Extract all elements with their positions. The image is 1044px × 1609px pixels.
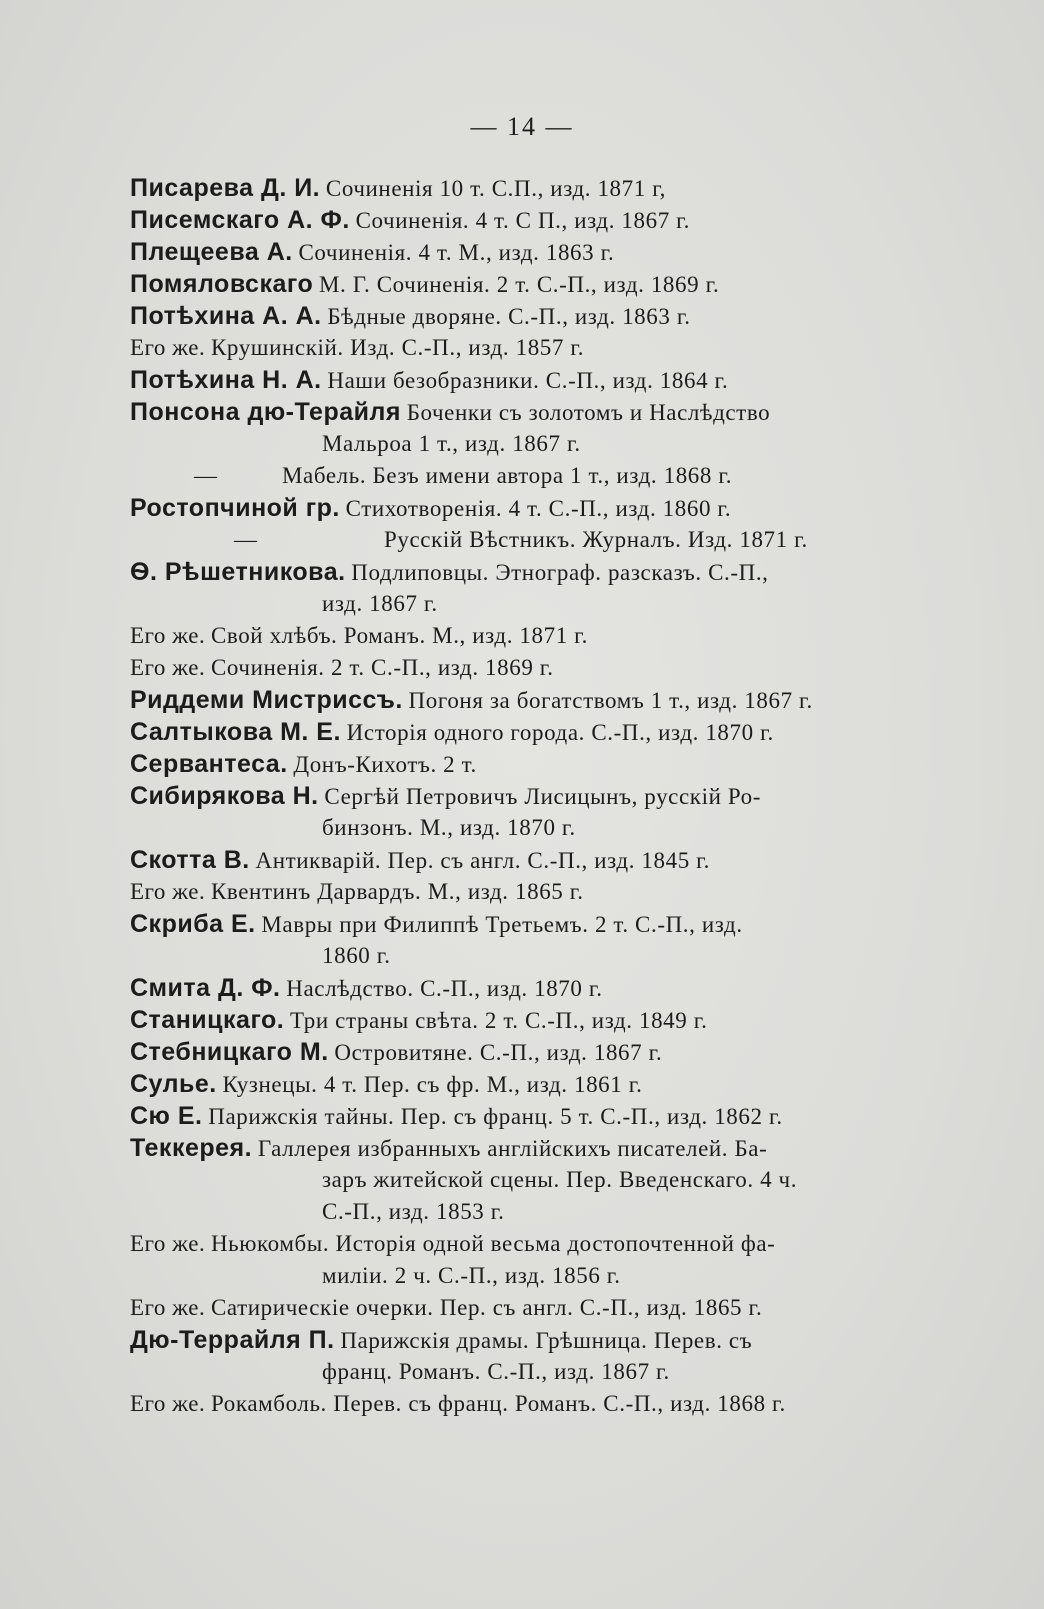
- entry-author: Писемскаго А. Ф.: [130, 206, 350, 234]
- entry-text: Крушинскій. Изд. С.-П., изд. 1857 г.: [210, 335, 585, 360]
- entry-prefix: Его же.: [130, 335, 206, 360]
- entry-text: Сочиненія. 2 т. С.-П., изд. 1869 г.: [210, 655, 554, 680]
- catalog-entry: [130, 1388, 916, 1420]
- entry-text: Кузнецы. 4 т. Пер. съ фр. М., изд. 1861 г.: [222, 1072, 643, 1097]
- catalog-list: [130, 172, 916, 1420]
- entry-continuation: бинзонъ. М., изд. 1870 г.: [322, 815, 576, 840]
- entry-text: Сочиненія. 4 т. С П., изд. 1867 г.: [355, 208, 690, 233]
- catalog-entry: [130, 332, 916, 364]
- catalog-entry: [130, 1228, 916, 1292]
- entry-author: Дю-Террайля П.: [130, 1326, 335, 1354]
- catalog-entry: [130, 1004, 916, 1036]
- entry-continuation: заръ житейской сцены. Пер. Введенскаго. 4 ч.: [322, 1167, 798, 1192]
- entry-author: Салтыкова М. Е.: [130, 718, 341, 746]
- entry-author: Помяловскаго: [130, 270, 314, 298]
- entry-text: Парижскія тайны. Пер. съ франц. 5 т. С.-П., изд. 1862 г.: [208, 1104, 783, 1129]
- catalog-entry: [130, 972, 916, 1004]
- catalog-entry: [130, 1036, 916, 1068]
- catalog-entry: [130, 204, 916, 236]
- catalog-entry: [130, 236, 916, 268]
- entry-continuation: франц. Романъ. С.-П., изд. 1867 г.: [322, 1359, 670, 1384]
- entry-author: Скотта В.: [130, 846, 250, 874]
- entry-author: Сю Е.: [130, 1102, 203, 1130]
- entry-author: Скриба Е.: [130, 910, 256, 938]
- catalog-entry: [130, 1292, 916, 1324]
- entry-text: Донъ-Кихотъ. 2 т.: [293, 752, 477, 777]
- catalog-entry: [130, 652, 916, 684]
- entry-author: Сибирякова Н.: [130, 782, 319, 810]
- catalog-entry: [130, 268, 916, 300]
- catalog-entry: [130, 1324, 916, 1388]
- catalog-entry: [130, 300, 916, 332]
- entry-text: Сочиненія 10 т. С.П., изд. 1871 г,: [325, 176, 666, 201]
- entry-author: Станицкаго.: [130, 1006, 285, 1034]
- entry-text: Сочиненія. 4 т. М., изд. 1863 г.: [298, 240, 615, 265]
- entry-author: Ростопчиной гр.: [130, 494, 340, 522]
- catalog-entry: [130, 1100, 916, 1132]
- entry-text: Сергѣй Петровичъ Лисицынъ, русскій Ро-: [324, 784, 762, 809]
- entry-text: Боченки съ золотомъ и Наслѣдство: [406, 400, 771, 425]
- entry-text: Стихотворенія. 4 т. С.-П., изд. 1860 г.: [345, 496, 732, 521]
- entry-author: Ѳ. Рѣшетникова.: [130, 558, 346, 586]
- entry-text: Рокамболь. Перев. съ франц. Романъ. С.-П., изд. 1868 г.: [210, 1391, 786, 1416]
- entry-text: Исторія одного города. С.-П., изд. 1870 г.: [346, 720, 774, 745]
- entry-prefix: Его же.: [130, 623, 206, 648]
- entry-text: Погоня за богатствомъ 1 т., изд. 1867 г.: [408, 688, 813, 713]
- entry-prefix: Его же.: [130, 655, 206, 680]
- page-number: — 14 —: [470, 112, 574, 141]
- catalog-entry: [130, 1068, 916, 1100]
- entry-author: Смита Д. Ф.: [130, 974, 281, 1002]
- entry-continuation: Мальроа 1 т., изд. 1867 г.: [322, 431, 581, 456]
- entry-text: Подлиповцы. Этнограф. разсказъ. С.-П.,: [351, 560, 769, 585]
- entry-text: Бѣдные дворяне. С.-П., изд. 1863 г.: [327, 304, 691, 329]
- catalog-entry: [130, 172, 916, 204]
- entry-text: Русскій Вѣстникъ. Журналъ. Изд. 1871 г.: [384, 527, 808, 552]
- entry-author: Потѣхина А. А.: [130, 302, 322, 330]
- entry-text: Наслѣдство. С.-П., изд. 1870 г.: [286, 976, 603, 1001]
- catalog-entry: [130, 780, 916, 844]
- entry-text: Сатирическіе очерки. Пер. съ англ. С.-П., изд. 1865 г.: [210, 1295, 763, 1320]
- catalog-entry: [130, 748, 916, 780]
- entry-text: Ньюкомбы. Исторія одной весьма достопочтенной фа-: [210, 1231, 776, 1256]
- catalog-entry: [130, 460, 916, 492]
- catalog-entry: [130, 396, 916, 460]
- catalog-entry: [130, 620, 916, 652]
- entry-author: Сервантеса.: [130, 750, 288, 778]
- catalog-entry: [130, 492, 916, 524]
- catalog-entry: [130, 524, 916, 556]
- entry-continuation: С.-П., изд. 1853 г.: [322, 1199, 505, 1224]
- entry-author: Стебницкаго М.: [130, 1038, 329, 1066]
- catalog-entry: [130, 1132, 916, 1228]
- entry-author: Писарева Д. И.: [130, 174, 321, 202]
- catalog-entry: [130, 364, 916, 396]
- entry-prefix: Его же.: [130, 879, 206, 904]
- catalog-entry: [130, 844, 916, 876]
- entry-text: М. Г. Сочиненія. 2 т. С.-П., изд. 1869 г.: [318, 272, 720, 297]
- entry-author: Плещеева А.: [130, 238, 293, 266]
- entry-prefix: Его же.: [130, 1391, 206, 1416]
- entry-continuation: миліи. 2 ч. С.-П., изд. 1856 г.: [322, 1263, 621, 1288]
- entry-prefix: Его же.: [130, 1295, 206, 1320]
- entry-continuation: изд. 1867 г.: [322, 591, 438, 616]
- entry-author: Понсона дю-Терайля: [130, 398, 401, 426]
- entry-text: Свой хлѣбъ. Романъ. М., изд. 1871 г.: [210, 623, 588, 648]
- catalog-entry: [130, 716, 916, 748]
- entry-text: Квентинъ Дарвардъ. М., изд. 1865 г.: [210, 879, 584, 904]
- entry-text: Мавры при Филиппѣ Третьемъ. 2 т. С.-П., изд.: [261, 912, 743, 937]
- entry-author: Теккерея.: [130, 1134, 253, 1162]
- entry-author: Потѣхина Н. А.: [130, 366, 322, 394]
- entry-prefix: Его же.: [130, 1231, 206, 1256]
- catalog-entry: [130, 556, 916, 620]
- entry-text: Парижскія драмы. Грѣшница. Перев. съ: [340, 1328, 753, 1353]
- catalog-entry: [130, 684, 916, 716]
- entry-continuation: 1860 г.: [322, 943, 391, 968]
- catalog-entry: [130, 876, 916, 908]
- entry-dash: —: [194, 463, 217, 488]
- catalog-entry: [130, 908, 916, 972]
- entry-text: Три страны свѣта. 2 т. С.-П., изд. 1849 г.: [290, 1008, 708, 1033]
- entry-text: Островитяне. С.-П., изд. 1867 г.: [334, 1040, 663, 1065]
- entry-text: Мабель. Безъ имени автора 1 т., изд. 1868 г.: [282, 463, 733, 488]
- entry-dash: —: [234, 527, 257, 552]
- entry-text: Галлерея избранныхъ англійскихъ писателей. Ба-: [257, 1136, 768, 1161]
- entry-author: Сулье.: [130, 1070, 217, 1098]
- entry-text: Наши безобразники. С.-П., изд. 1864 г.: [327, 368, 729, 393]
- entry-author: Риддеми Мистриссъ.: [130, 686, 403, 714]
- entry-text: Антикварій. Пер. съ англ. С.-П., изд. 1845 г.: [255, 848, 710, 873]
